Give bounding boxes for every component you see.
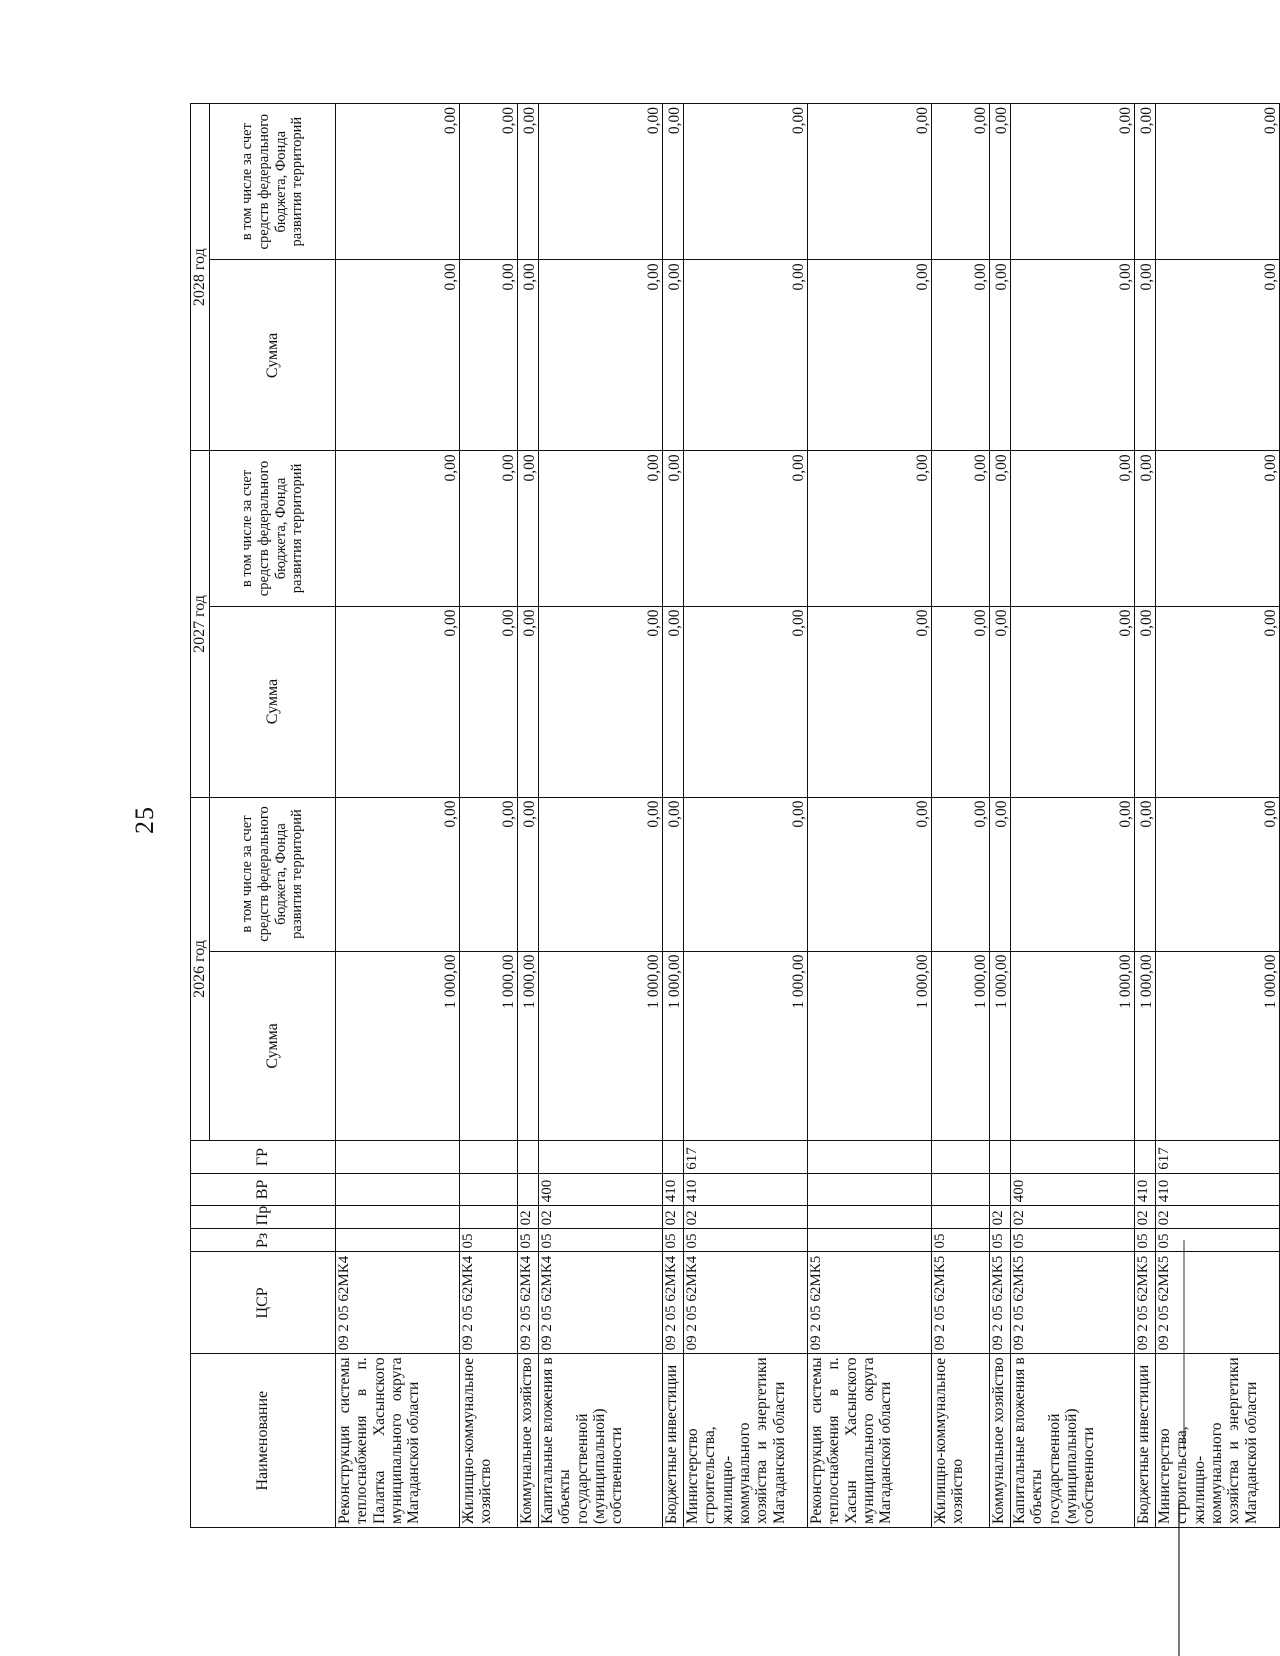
cell-pr: 02 (1011, 1206, 1135, 1229)
cell-pr: 02 (1135, 1206, 1156, 1229)
cell-sum-2026: 1 000,00 (932, 951, 990, 1141)
cell-sum-2028: 0,00 (932, 260, 990, 451)
cell-federal-2028: 0,00 (932, 104, 990, 260)
cell-sum-2026: 1 000,00 (539, 951, 663, 1141)
table-row (990, 104, 1011, 1528)
cell-pr (460, 1206, 518, 1229)
table-row (539, 104, 663, 1528)
cell-name: Капитальные вложения в объекты государственной (муниципальной) собственности (1011, 1354, 1135, 1528)
cell-name: Реконструкция системы теплоснабжения в п. Палатка Хасынского муниципального округа Магаданской области (336, 1354, 460, 1528)
header-rz: Рз (191, 1229, 336, 1252)
cell-federal-2026: 0,00 (990, 797, 1011, 951)
cell-federal-2027: 0,00 (518, 451, 539, 606)
cell-vr: 410 (1135, 1173, 1156, 1205)
cell-federal-2026: 0,00 (1156, 797, 1280, 951)
cell-sum-2028: 0,00 (1011, 260, 1135, 451)
cell-sum-2028: 0,00 (1156, 260, 1280, 451)
cell-rz: 05 (539, 1229, 663, 1252)
cell-sum-2027: 0,00 (808, 606, 932, 797)
cell-name: Коммунальное хозяйство (518, 1354, 539, 1528)
cell-sum-2028: 0,00 (518, 260, 539, 451)
page-number-text: 25 (130, 806, 159, 834)
cell-name: Бюджетные инвестиции (1135, 1354, 1156, 1528)
cell-rz: 05 (1011, 1229, 1135, 1252)
cell-federal-2028: 0,00 (336, 104, 460, 260)
header-sum-2028: Сумма (210, 260, 336, 451)
cell-federal-2027: 0,00 (990, 451, 1011, 606)
cell-pr: 02 (518, 1206, 539, 1229)
cell-vr: 410 (684, 1173, 808, 1205)
cell-gr (539, 1141, 663, 1173)
cell-sum-2027: 0,00 (539, 606, 663, 797)
cell-sum-2026: 1 000,00 (460, 951, 518, 1141)
cell-name: Капитальные вложения в объекты государственной (муниципальной) собственности (539, 1354, 663, 1528)
cell-rz (808, 1229, 932, 1252)
cell-name: Министерство строительства, жилищно-коммунального хозяйства и энергетики Магаданской области (684, 1354, 808, 1528)
cell-sum-2027: 0,00 (932, 606, 990, 797)
cell-csr: 09 2 05 62МК4 (336, 1252, 460, 1354)
table-row (1156, 104, 1280, 1528)
cell-sum-2028: 0,00 (990, 260, 1011, 451)
cell-gr: 617 (1156, 1141, 1280, 1173)
header-federal-2028: в том числе за счет средств федерального бюджета, Фонда развития территорий (210, 104, 336, 260)
cell-gr (990, 1141, 1011, 1173)
cell-sum-2028: 0,00 (808, 260, 932, 451)
cell-federal-2028: 0,00 (663, 104, 684, 260)
cell-csr: 09 2 05 62МК5 (990, 1252, 1011, 1354)
cell-federal-2027: 0,00 (1135, 451, 1156, 606)
cell-sum-2026: 1 000,00 (1156, 951, 1280, 1141)
header-sum-2026: Сумма (210, 951, 336, 1141)
cell-federal-2028: 0,00 (460, 104, 518, 260)
cell-gr (518, 1141, 539, 1173)
cell-name: Жилищно-коммунальное хозяйство (460, 1354, 518, 1528)
cell-sum-2026: 1 000,00 (663, 951, 684, 1141)
cell-vr (990, 1173, 1011, 1205)
cell-sum-2026: 1 000,00 (684, 951, 808, 1141)
table-row (684, 104, 808, 1528)
cell-gr: 617 (684, 1141, 808, 1173)
cell-pr (336, 1206, 460, 1229)
cell-csr: 09 2 05 62МК5 (1135, 1252, 1156, 1354)
header-vr: ВР (191, 1173, 336, 1205)
cell-federal-2027: 0,00 (932, 451, 990, 606)
cell-federal-2028: 0,00 (518, 104, 539, 260)
cell-sum-2026: 1 000,00 (990, 951, 1011, 1141)
cell-vr (460, 1173, 518, 1205)
cell-rz: 05 (1156, 1229, 1280, 1252)
cell-pr: 02 (539, 1206, 663, 1229)
cell-federal-2026: 0,00 (663, 797, 684, 951)
cell-federal-2026: 0,00 (518, 797, 539, 951)
cell-vr: 410 (1156, 1173, 1280, 1205)
cell-csr: 09 2 05 62МК4 (460, 1252, 518, 1354)
cell-sum-2028: 0,00 (1135, 260, 1156, 451)
cell-rz: 05 (663, 1229, 684, 1252)
cell-sum-2028: 0,00 (539, 260, 663, 451)
cell-sum-2027: 0,00 (990, 606, 1011, 797)
header-gr: ГР (191, 1141, 336, 1173)
header-sum-2027: Сумма (210, 606, 336, 797)
cell-sum-2028: 0,00 (663, 260, 684, 451)
header-name: Наименование (191, 1354, 336, 1528)
cell-sum-2028: 0,00 (336, 260, 460, 451)
cell-federal-2028: 0,00 (990, 104, 1011, 260)
cell-federal-2027: 0,00 (539, 451, 663, 606)
cell-name: Министерство строительства, жилищно-коммунального хозяйства и энергетики Магаданской области (1156, 1354, 1280, 1528)
cell-sum-2027: 0,00 (518, 606, 539, 797)
cell-vr: 400 (1011, 1173, 1135, 1205)
cell-federal-2028: 0,00 (1156, 104, 1280, 260)
cell-federal-2026: 0,00 (932, 797, 990, 951)
cell-csr: 09 2 05 62МК4 (539, 1252, 663, 1354)
cell-federal-2028: 0,00 (1135, 104, 1156, 260)
cell-rz: 05 (990, 1229, 1011, 1252)
cell-federal-2026: 0,00 (1011, 797, 1135, 951)
table-row (932, 104, 990, 1528)
cell-csr: 09 2 05 62МК5 (932, 1252, 990, 1354)
cell-federal-2027: 0,00 (460, 451, 518, 606)
cell-pr: 02 (990, 1206, 1011, 1229)
cell-rz: 05 (684, 1229, 808, 1252)
cell-federal-2027: 0,00 (1156, 451, 1280, 606)
cell-gr (460, 1141, 518, 1173)
cell-sum-2027: 0,00 (336, 606, 460, 797)
cell-vr (808, 1173, 932, 1205)
cell-gr (336, 1141, 460, 1173)
cell-sum-2027: 0,00 (460, 606, 518, 797)
cell-federal-2028: 0,00 (1011, 104, 1135, 260)
cell-sum-2027: 0,00 (684, 606, 808, 797)
cell-federal-2027: 0,00 (663, 451, 684, 606)
cell-csr: 09 2 05 62МК4 (684, 1252, 808, 1354)
cell-sum-2026: 1 000,00 (518, 951, 539, 1141)
cell-sum-2027: 0,00 (1156, 606, 1280, 797)
header-year-2026: 2026 год (191, 797, 210, 1141)
cell-rz: 05 (518, 1229, 539, 1252)
cell-rz: 05 (460, 1229, 518, 1252)
cell-sum-2027: 0,00 (1011, 606, 1135, 797)
table-row (808, 104, 932, 1528)
header-year-2028: 2028 год (191, 104, 210, 451)
table-row (663, 104, 684, 1528)
cell-gr (1135, 1141, 1156, 1173)
cell-name: Бюджетные инвестиции (663, 1354, 684, 1528)
cell-vr (336, 1173, 460, 1205)
cell-federal-2027: 0,00 (1011, 451, 1135, 606)
cell-federal-2027: 0,00 (808, 451, 932, 606)
cell-federal-2026: 0,00 (808, 797, 932, 951)
budget-table-rotated (190, 103, 1279, 1528)
page-number (125, 780, 165, 860)
cell-federal-2026: 0,00 (539, 797, 663, 951)
cell-federal-2027: 0,00 (684, 451, 808, 606)
budget-table-container (190, 103, 1279, 1528)
cell-sum-2028: 0,00 (460, 260, 518, 451)
table-row (336, 104, 460, 1528)
cell-sum-2026: 1 000,00 (1011, 951, 1135, 1141)
cell-pr: 02 (663, 1206, 684, 1229)
cell-csr: 09 2 05 62МК5 (1011, 1252, 1135, 1354)
table-row (1135, 104, 1156, 1528)
cell-vr (932, 1173, 990, 1205)
cell-federal-2026: 0,00 (1135, 797, 1156, 951)
cell-csr: 09 2 05 62МК4 (663, 1252, 684, 1354)
cell-rz: 05 (932, 1229, 990, 1252)
cell-gr (663, 1141, 684, 1173)
table-row (518, 104, 539, 1528)
table-row (460, 104, 518, 1528)
header-csr: ЦСР (191, 1252, 336, 1354)
header-pr: Пр (191, 1206, 336, 1229)
cell-sum-2026: 1 000,00 (1135, 951, 1156, 1141)
cell-rz: 05 (1135, 1229, 1156, 1252)
table-body (336, 104, 1280, 1528)
header-federal-2026: в том числе за счет средств федерального бюджета, Фонда развития территорий (210, 797, 336, 951)
cell-federal-2028: 0,00 (684, 104, 808, 260)
cell-sum-2026: 1 000,00 (808, 951, 932, 1141)
table-row (1011, 104, 1135, 1528)
header-federal-2027: в том числе за счет средств федерального бюджета, Фонда развития территорий (210, 451, 336, 606)
cell-federal-2028: 0,00 (808, 104, 932, 260)
cell-name: Реконструкция системы теплоснабжения в п. Хасын Хасынского муниципального округа Магаданской области (808, 1354, 932, 1528)
cell-pr: 02 (1156, 1206, 1280, 1229)
cell-federal-2027: 0,00 (336, 451, 460, 606)
cell-federal-2028: 0,00 (539, 104, 663, 260)
cell-federal-2026: 0,00 (336, 797, 460, 951)
header-year-2027: 2027 год (191, 451, 210, 797)
cell-gr (1011, 1141, 1135, 1173)
cell-sum-2026: 1 000,00 (336, 951, 460, 1141)
cell-gr (808, 1141, 932, 1173)
cell-pr: 02 (684, 1206, 808, 1229)
cell-sum-2027: 0,00 (1135, 606, 1156, 797)
cell-gr (932, 1141, 990, 1173)
cell-pr (932, 1206, 990, 1229)
budget-table (190, 103, 1280, 1528)
table-header (191, 104, 336, 1528)
cell-vr (518, 1173, 539, 1205)
cell-csr: 09 2 05 62МК4 (518, 1252, 539, 1354)
cell-rz (336, 1229, 460, 1252)
cell-name: Жилищно-коммунальное хозяйство (932, 1354, 990, 1528)
cell-federal-2026: 0,00 (684, 797, 808, 951)
cell-pr (808, 1206, 932, 1229)
cell-vr: 410 (663, 1173, 684, 1205)
cell-name: Коммунальное хозяйство (990, 1354, 1011, 1528)
cell-csr: 09 2 05 62МК5 (808, 1252, 932, 1354)
cell-federal-2026: 0,00 (460, 797, 518, 951)
cell-csr: 09 2 05 62МК5 (1156, 1252, 1280, 1354)
cell-vr: 400 (539, 1173, 663, 1205)
cell-sum-2028: 0,00 (684, 260, 808, 451)
cell-sum-2027: 0,00 (663, 606, 684, 797)
